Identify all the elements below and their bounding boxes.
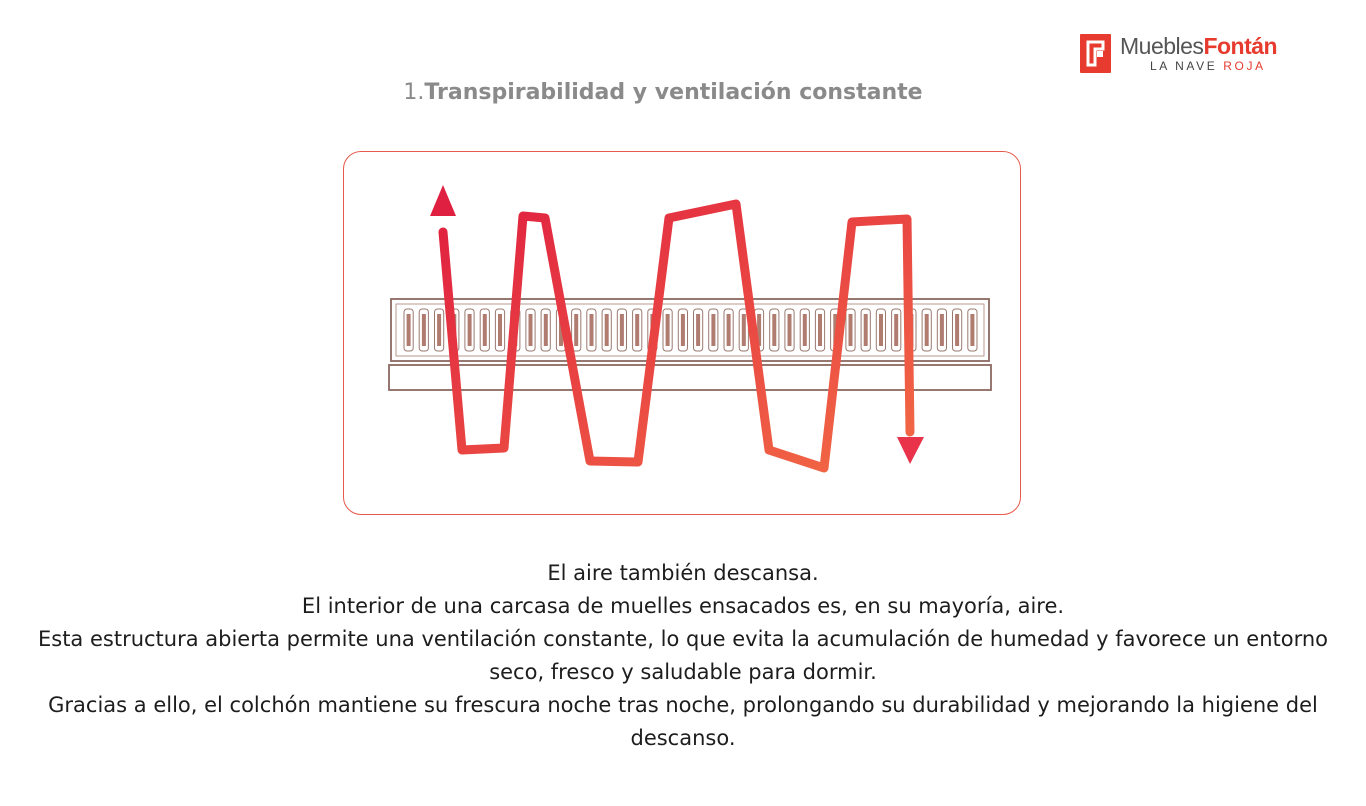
- pocket-spring-coil: [483, 314, 487, 346]
- mattress-base: [389, 365, 991, 390]
- pocket-spring-coil: [849, 314, 853, 346]
- pocket-spring-coil: [879, 314, 883, 346]
- pocket-spring-coil: [407, 314, 411, 346]
- airflow-up-arrow-icon: [430, 185, 456, 216]
- pocket-spring-coil: [894, 314, 898, 346]
- pocket-spring-coil: [529, 314, 533, 346]
- brand-tagline: [1120, 60, 1277, 72]
- brand-logo[interactable]: [1080, 34, 1277, 73]
- body-text: [20, 557, 1346, 755]
- brand-tagline-part1: LA NAVE: [1150, 59, 1218, 73]
- pocket-spring-coil: [620, 314, 624, 346]
- body-line: Gracias a ello, el colchón mantiene su frescura noche tras noche, prolongando su durabilidad y mejorando la higiene del descanso.: [48, 693, 1318, 750]
- pocket-springs: [404, 309, 977, 351]
- airflow-illustration-frame: [343, 151, 1021, 515]
- body-line: Esta estructura abierta permite una ventilación constante, lo que evita la acumulación de humedad y favorece un entorno seco, fresco y saludable para dormir.: [37, 627, 1329, 684]
- airflow-down-arrow-icon: [897, 437, 924, 464]
- body-line: El aire también descansa.: [547, 561, 819, 585]
- pocket-spring-coil: [955, 314, 959, 346]
- pocket-spring-coil: [605, 314, 609, 346]
- pocket-spring-coil: [772, 314, 776, 346]
- brand-name: [1120, 35, 1277, 58]
- brand-name-part1: Muebles: [1120, 33, 1204, 59]
- pocket-spring-coil: [940, 314, 944, 346]
- pocket-spring-coil: [803, 314, 807, 346]
- section-heading: [0, 80, 1326, 105]
- pocket-spring-airflow-illustration-icon: [344, 152, 1021, 515]
- pocket-spring-coil: [544, 314, 548, 346]
- pocket-spring-coil: [590, 314, 594, 346]
- pocket-spring-coil: [711, 314, 715, 346]
- brand-logo-text: [1120, 35, 1277, 72]
- pocket-spring-coil: [574, 314, 578, 346]
- pocket-spring-coil: [666, 314, 670, 346]
- pocket-spring-coil: [468, 314, 472, 346]
- pocket-spring-coil: [925, 314, 929, 346]
- pocket-spring-coil: [970, 314, 974, 346]
- pocket-spring-coil: [437, 314, 441, 346]
- pocket-spring-coil: [788, 314, 792, 346]
- pocket-spring-coil: [864, 314, 868, 346]
- pocket-spring-coil: [498, 314, 502, 346]
- pocket-spring-coil: [635, 314, 639, 346]
- pocket-spring-coil: [727, 314, 731, 346]
- section-title: Transpirabilidad y ventilación constante: [424, 80, 923, 105]
- airflow-path: [443, 204, 910, 468]
- pocket-spring-coil: [818, 314, 822, 346]
- pocket-spring-coil: [742, 314, 746, 346]
- section-number: 1.: [403, 80, 425, 105]
- pocket-spring-coil: [422, 314, 426, 346]
- pocket-spring-coil: [681, 314, 685, 346]
- brand-name-part2: Fontán: [1203, 33, 1278, 59]
- brand-tagline-part2: ROJA: [1223, 59, 1266, 73]
- body-line: El interior de una carcasa de muelles ensacados es, en su mayoría, aire.: [301, 594, 1065, 618]
- mattress-spring-layer: [391, 299, 989, 361]
- brand-logo-mark-icon: [1080, 34, 1111, 73]
- pocket-spring-coil: [696, 314, 700, 346]
